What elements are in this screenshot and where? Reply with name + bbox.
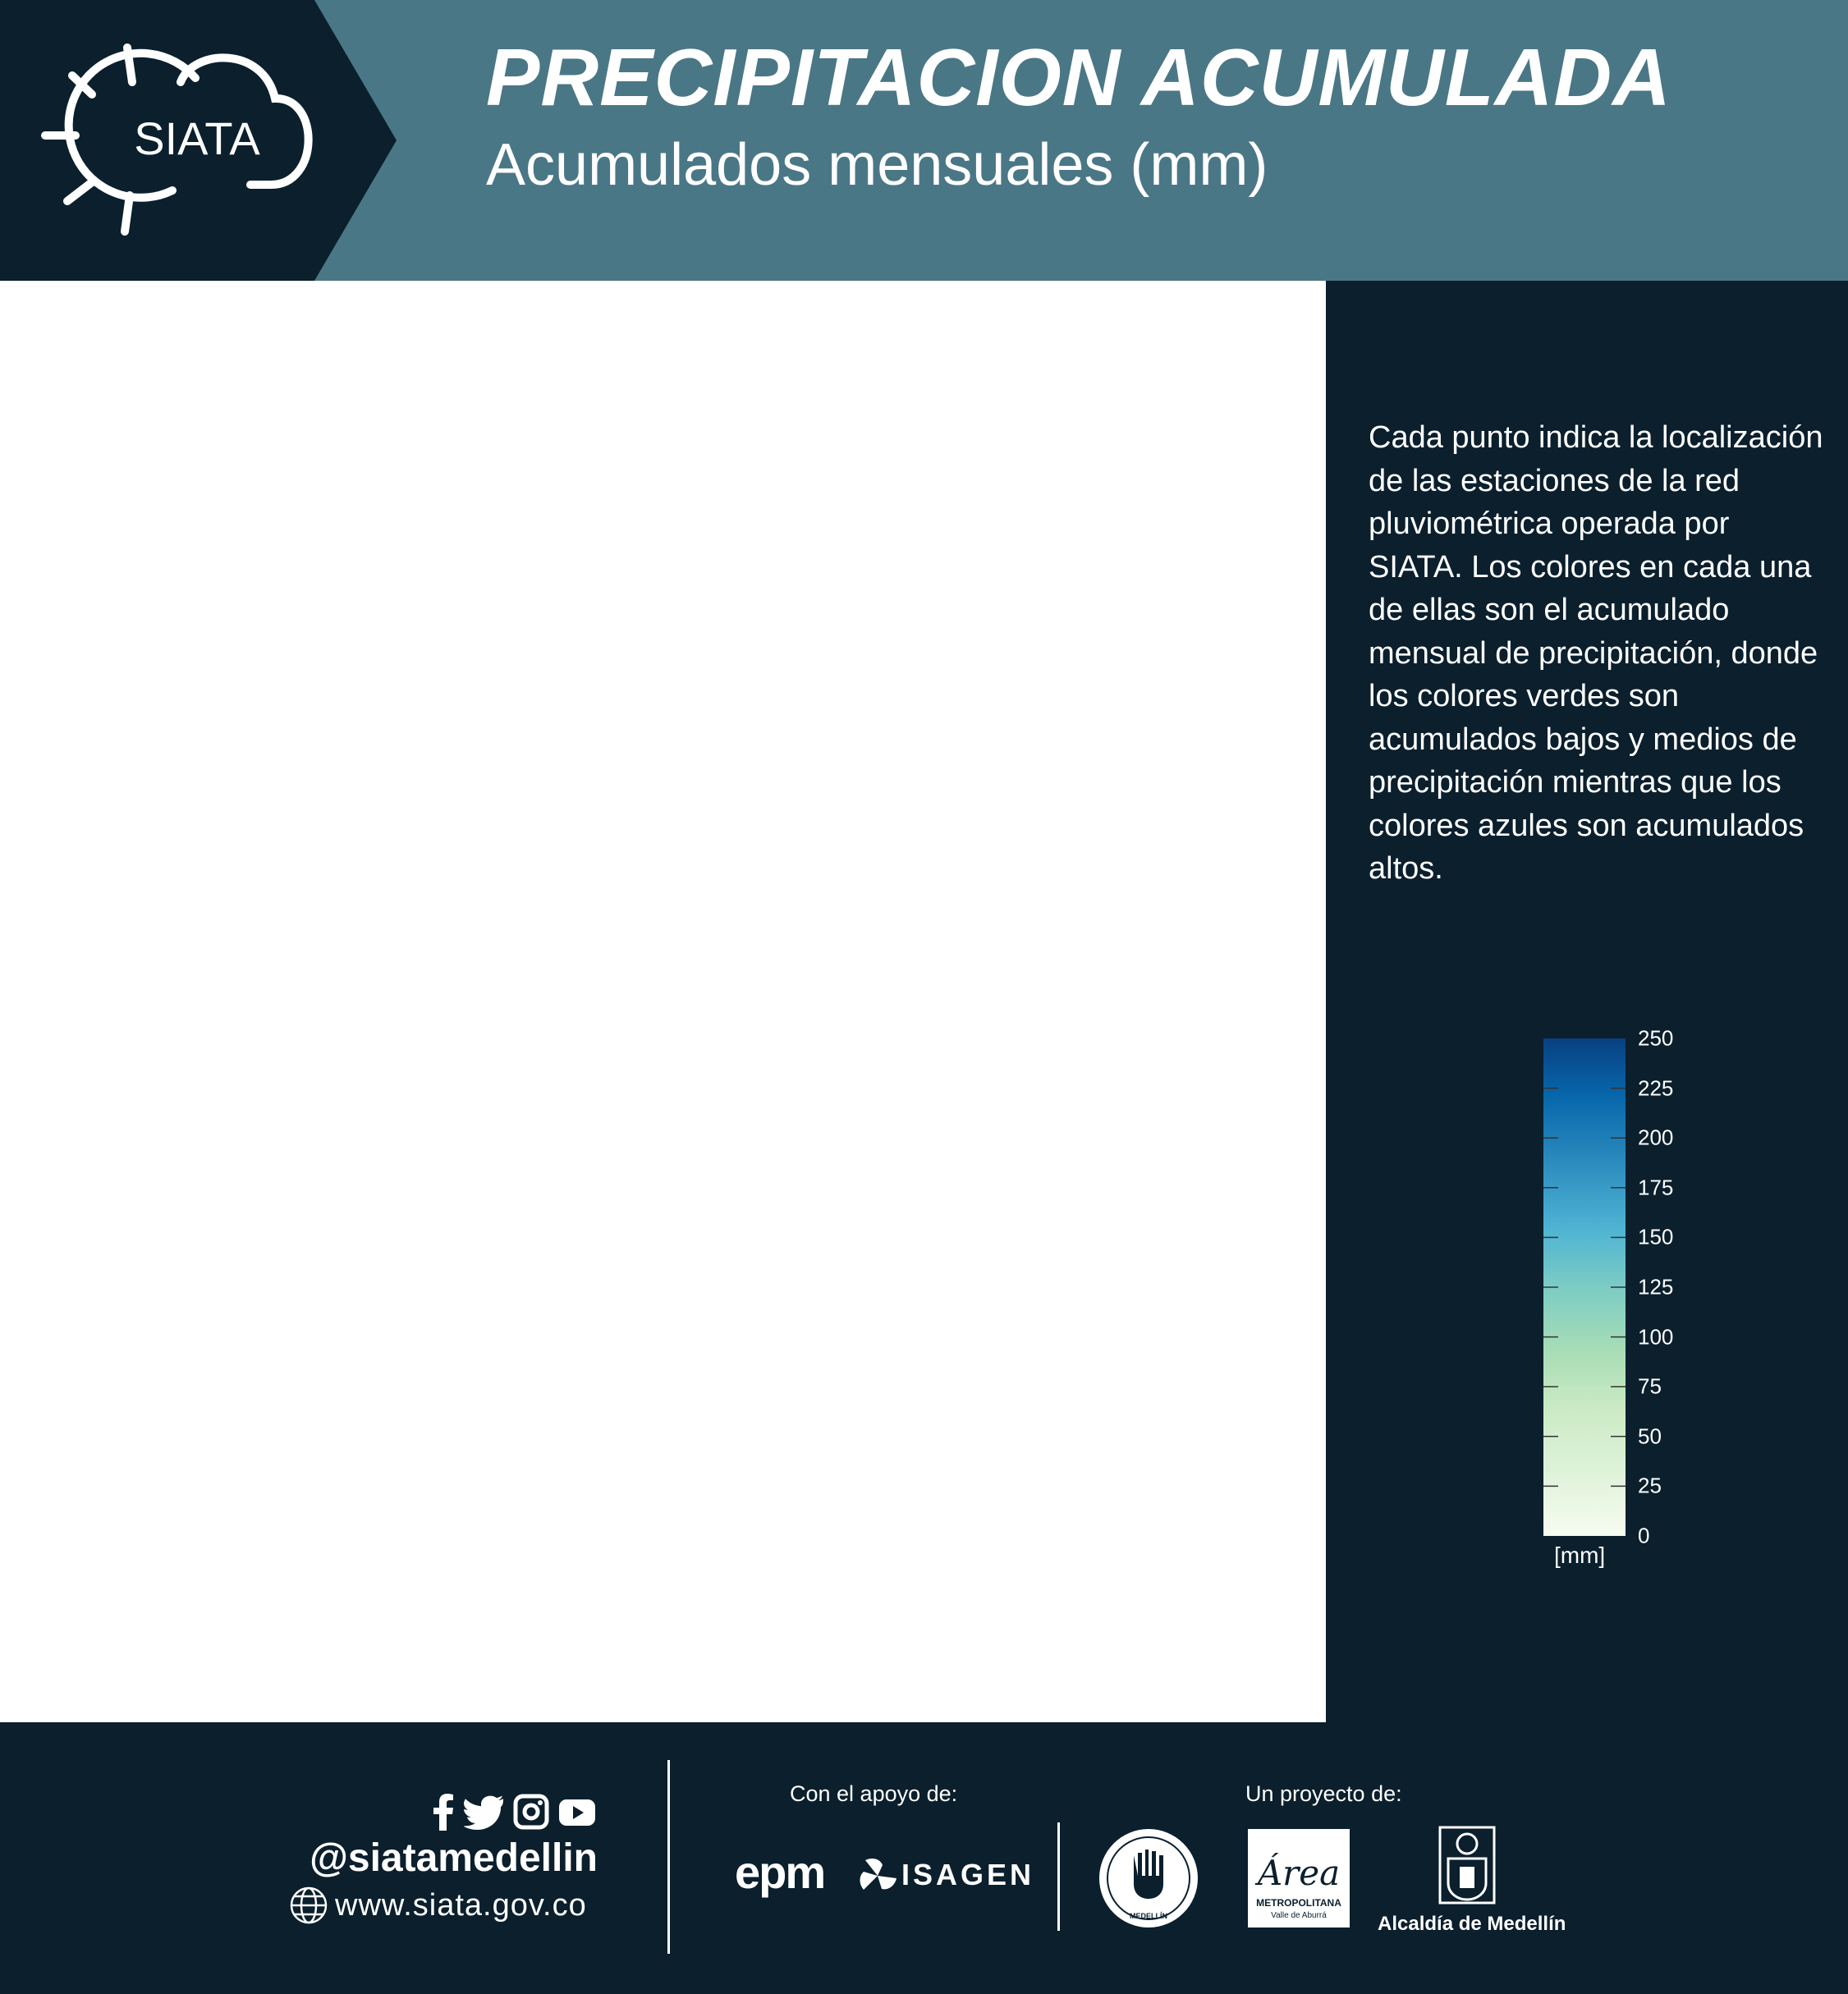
youtube-icon[interactable]: [557, 1793, 597, 1831]
alcaldia-crest: [1438, 1826, 1496, 1905]
colorbar-tick-label: 200: [1638, 1125, 1674, 1150]
page-subtitle: Acumulados mensuales (mm): [486, 132, 1268, 198]
footer-divider-2: [1057, 1822, 1060, 1931]
instagram-icon[interactable]: [513, 1793, 549, 1831]
project-label: Un proyecto de:: [1245, 1781, 1402, 1806]
globe-icon: [289, 1886, 328, 1925]
colorbar-tick-label: 50: [1638, 1423, 1662, 1449]
siata-logo-graphic: [0, 0, 402, 281]
page-title: PRECIPITACION ACUMULADA: [486, 32, 1671, 122]
siata-logo-text: SIATA: [134, 112, 260, 164]
alcaldia-logo-text: Alcaldía de Medellín: [1378, 1913, 1566, 1935]
area-logo-sub1: METROPOLITANA: [1256, 1897, 1341, 1909]
dagrd-seal-text: MEDELLÍN: [1130, 1912, 1167, 1920]
area-logo-script: Área: [1257, 1853, 1341, 1893]
website-row[interactable]: [289, 1885, 587, 1926]
twitter-icon[interactable]: [464, 1793, 505, 1831]
colorbar-tick-label: 250: [1638, 1025, 1674, 1051]
area-logo-sub2: Valle de Aburrá: [1271, 1911, 1327, 1920]
footer: [0, 1722, 1848, 1994]
header: [0, 0, 1848, 281]
colorbar-tick-label: 125: [1638, 1274, 1674, 1300]
website-link[interactable]: www.siata.gov.co: [335, 1887, 587, 1923]
map-area: [0, 281, 1326, 1722]
dagrd-seal: [1097, 1827, 1200, 1930]
colorbar-tick-label: 225: [1638, 1075, 1674, 1101]
colorbar-tick-label: 150: [1638, 1224, 1674, 1249]
colorbar-unit-label: [mm]: [1554, 1542, 1606, 1568]
isagen-logo: ISAGEN: [901, 1858, 1035, 1891]
colorbar-tick-label: 175: [1638, 1175, 1674, 1200]
legend-description: Cada punto indica la localización de las estaciones de la red pluviométrica operada por SIATA. Los colores en cada una de ellas son el acumulado mensual de precipitación, donde los colores verdes son acumulados bajos y medios de precipitación mientras que los colores azules son acumulados altos.: [1369, 420, 1823, 886]
colorbar-tick-label: 75: [1638, 1373, 1662, 1399]
facebook-icon[interactable]: [431, 1793, 456, 1831]
social-icons: [431, 1793, 597, 1831]
footer-divider-1: [667, 1760, 670, 1954]
epm-logo: epm: [735, 1846, 825, 1898]
siata-logo: [0, 0, 402, 281]
colorbar-tick-label: 100: [1638, 1324, 1674, 1350]
colorbar-tick-label: 25: [1638, 1473, 1662, 1498]
isagen-logo-icon: [855, 1854, 900, 1898]
social-handle[interactable]: @siatamedellin: [310, 1836, 598, 1880]
colorbar-tick-label: 0: [1638, 1523, 1650, 1548]
support-label: Con el apoyo de:: [790, 1781, 958, 1806]
area-metropolitana-logo: [1248, 1829, 1350, 1928]
side-panel: [1326, 281, 1848, 1722]
